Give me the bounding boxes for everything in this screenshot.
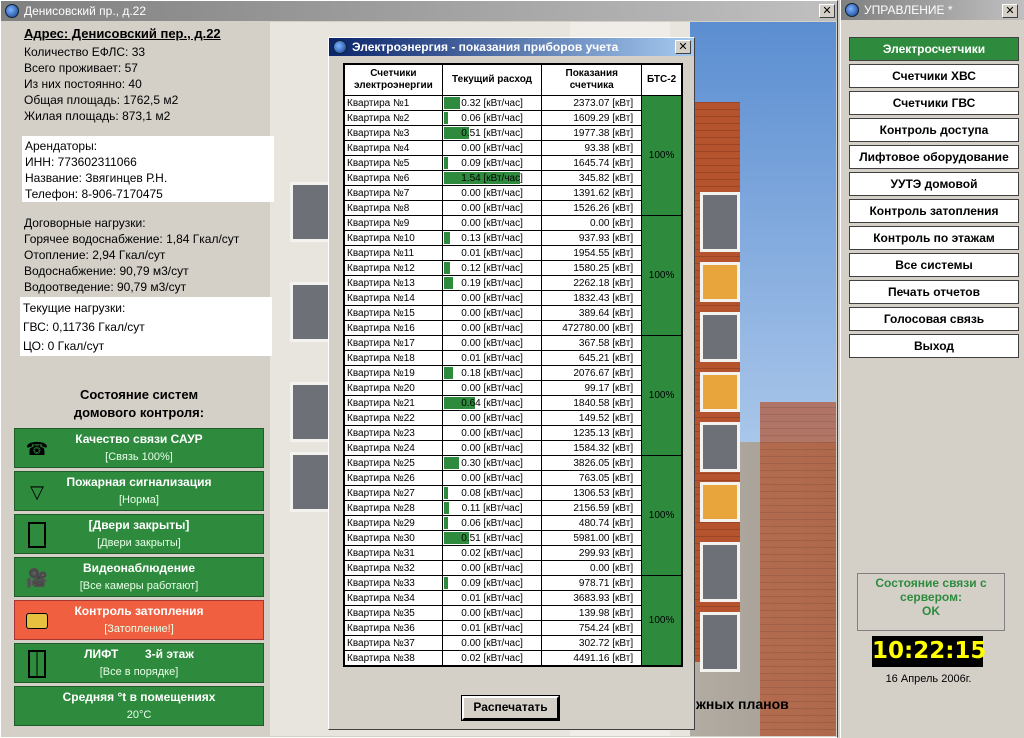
meter-reading: 1235.13 [кВт] xyxy=(542,426,642,441)
bts-status: 100% xyxy=(642,576,682,666)
table-row xyxy=(345,291,682,306)
meter-reading: 754.24 [кВт] xyxy=(542,621,642,636)
current-usage: 0.00 [кВт/час] xyxy=(442,306,542,321)
current-usage: 0.00 [кВт/час] xyxy=(442,636,542,651)
status-card-sub: [Затопление!] xyxy=(104,623,174,635)
meter-reading: 302.72 [кВт] xyxy=(542,636,642,651)
status-card-title: Видеонаблюдение xyxy=(82,561,195,575)
apartment-name: Квартира №19 xyxy=(345,366,443,381)
current-usage: 0.32 [кВт/час] xyxy=(442,96,542,111)
meters-dialog xyxy=(328,37,695,730)
table-row xyxy=(345,141,682,156)
apartment-name: Квартира №20 xyxy=(345,381,443,396)
apartment-name: Квартира №26 xyxy=(345,471,443,486)
contract-line: Договорные нагрузки: xyxy=(24,216,146,230)
status-card-title: Средняя °t в помещениях xyxy=(62,690,216,704)
apartment-name: Квартира №30 xyxy=(345,531,443,546)
tenant-line: Телефон: 8-906-7170475 xyxy=(25,187,163,201)
apartment-name: Квартира №33 xyxy=(345,576,443,591)
apartment-name: Квартира №25 xyxy=(345,456,443,471)
table-row xyxy=(345,186,682,201)
dialog-titlebar xyxy=(329,38,694,56)
table-row xyxy=(345,126,682,141)
status-card-sub: [Все камеры работают] xyxy=(79,580,199,592)
main-window-title: Денисовский пр., д.22 xyxy=(24,4,147,18)
apartment-name: Квартира №21 xyxy=(345,396,443,411)
menu-item[interactable]: Печать отчетов xyxy=(849,280,1019,304)
apartment-name: Квартира №36 xyxy=(345,621,443,636)
current-usage: 0.06 [кВт/час] xyxy=(442,111,542,126)
apartment-name: Квартира №9 xyxy=(345,216,443,231)
apartment-name: Квартира №14 xyxy=(345,291,443,306)
table-row xyxy=(345,246,682,261)
bts-status: 100% xyxy=(642,336,682,456)
meter-reading: 1645.74 [кВт] xyxy=(542,156,642,171)
col-header-bts: БТС-2 xyxy=(642,65,682,96)
house-info-panel xyxy=(24,26,274,124)
meter-reading: 1584.32 [кВт] xyxy=(542,441,642,456)
table-row xyxy=(345,471,682,486)
server-connection-status xyxy=(857,573,1005,631)
globe-icon xyxy=(845,3,859,17)
connection-label: Состояние связи с xyxy=(875,576,987,590)
status-card-sub: [Двери закрыты] xyxy=(97,537,181,549)
current-usage: 0.64 [кВт/час] xyxy=(442,396,542,411)
table-row xyxy=(345,606,682,621)
table-row xyxy=(345,96,682,111)
current-usage: 0.02 [кВт/час] xyxy=(442,546,542,561)
apartment-name: Квартира №6 xyxy=(345,171,443,186)
apartment-name: Квартира №23 xyxy=(345,426,443,441)
dialog-title: Электроэнергия - показания приборов учета xyxy=(352,40,619,54)
current-loads-box xyxy=(20,297,272,356)
status-card-title: Пожарная сигнализация xyxy=(66,475,212,489)
current-usage: 0.00 [кВт/час] xyxy=(442,441,542,456)
meter-reading: 2076.67 [кВт] xyxy=(542,366,642,381)
contract-line: Водоснабжение: 90,79 м3/сут xyxy=(24,264,189,278)
status-card-sub: [Все в порядке] xyxy=(99,666,179,678)
globe-icon xyxy=(333,40,347,54)
table-row xyxy=(345,651,682,666)
meter-reading: 3683.93 [кВт] xyxy=(542,591,642,606)
contract-loads xyxy=(24,215,284,295)
apartment-name: Квартира №35 xyxy=(345,606,443,621)
table-row xyxy=(345,336,682,351)
dialog-close-button[interactable]: ✕ xyxy=(675,40,691,54)
table-row xyxy=(345,486,682,501)
apartment-name: Квартира №15 xyxy=(345,306,443,321)
control-close-button[interactable]: ✕ xyxy=(1002,4,1018,18)
current-usage: 0.51 [кВт/час] xyxy=(442,126,542,141)
bts-status: 100% xyxy=(642,96,682,216)
apartment-name: Квартира №5 xyxy=(345,156,443,171)
status-title-line: домового контроля: xyxy=(73,405,205,420)
tenant-line: Название: Звягинцев Р.Н. xyxy=(25,171,168,185)
menu-item[interactable]: Счетчики ХВС xyxy=(849,64,1019,88)
apartment-name: Квартира №4 xyxy=(345,141,443,156)
address-line: Жилая площадь: 873,1 м2 xyxy=(24,109,171,123)
menu-item[interactable]: Контроль доступа xyxy=(849,118,1019,142)
meter-reading: 937.93 [кВт] xyxy=(542,231,642,246)
main-titlebar xyxy=(1,1,837,21)
table-row xyxy=(345,306,682,321)
meter-reading: 480.74 [кВт] xyxy=(542,516,642,531)
meter-reading: 1306.53 [кВт] xyxy=(542,486,642,501)
current-usage: 0.09 [кВт/час] xyxy=(442,156,542,171)
status-card-link-quality[interactable] xyxy=(14,428,264,468)
apartment-name: Квартира №2 xyxy=(345,111,443,126)
status-card-flood[interactable] xyxy=(14,600,264,640)
meter-reading: 149.52 [кВт] xyxy=(542,411,642,426)
current-usage: 0.00 [кВт/час] xyxy=(442,561,542,576)
address-line: Количество ЕФЛС: 33 xyxy=(24,45,146,59)
table-row xyxy=(345,516,682,531)
apartment-name: Квартира №16 xyxy=(345,321,443,336)
menu-item[interactable]: Счетчики ГВС xyxy=(849,91,1019,115)
address-line: Общая площадь: 1762,5 м2 xyxy=(24,93,179,107)
door-icon xyxy=(23,521,51,549)
current-usage: 0.12 [кВт/час] xyxy=(442,261,542,276)
meter-reading: 0.00 [кВт] xyxy=(542,561,642,576)
status-card-title: ЛИФТ 3-й этаж xyxy=(84,647,194,661)
meter-reading: 645.21 [кВт] xyxy=(542,351,642,366)
apartment-name: Квартира №38 xyxy=(345,651,443,666)
date: 16 Апрель 2006г. xyxy=(885,673,972,685)
status-card-title: [Двери закрыты] xyxy=(88,518,190,532)
table-row xyxy=(345,411,682,426)
current-usage: 0.01 [кВт/час] xyxy=(442,246,542,261)
status-card-sub: [Норма] xyxy=(119,494,159,506)
current-load-line: Текущие нагрузки: xyxy=(23,301,126,315)
meter-reading: 2373.07 [кВт] xyxy=(542,96,642,111)
pipe-icon xyxy=(23,607,51,635)
apartment-name: Квартира №34 xyxy=(345,591,443,606)
meter-reading: 1954.55 [кВт] xyxy=(542,246,642,261)
bts-status: 100% xyxy=(642,456,682,576)
apartment-name: Квартира №13 xyxy=(345,276,443,291)
modem-icon: ☎ xyxy=(25,438,49,459)
table-row xyxy=(345,396,682,411)
table-row xyxy=(345,366,682,381)
apartment-name: Квартира №12 xyxy=(345,261,443,276)
contract-line: Водоотведение: 90,79 м3/сут xyxy=(24,280,187,294)
meter-reading: 1977.38 [кВт] xyxy=(542,126,642,141)
table-row xyxy=(345,276,682,291)
current-usage: 0.00 [кВт/час] xyxy=(442,471,542,486)
meter-reading: 1391.62 [кВт] xyxy=(542,186,642,201)
table-row xyxy=(345,156,682,171)
table-row xyxy=(345,216,682,231)
apartment-name: Квартира №22 xyxy=(345,411,443,426)
meter-reading: 978.71 [кВт] xyxy=(542,576,642,591)
status-card-sub: [Связь 100%] xyxy=(105,451,173,463)
meter-reading: 345.82 [кВт] xyxy=(542,171,642,186)
current-usage: 0.01 [кВт/час] xyxy=(442,351,542,366)
table-row xyxy=(345,231,682,246)
current-usage: 0.30 [кВт/час] xyxy=(442,456,542,471)
meter-reading: 2156.59 [кВт] xyxy=(542,501,642,516)
col-header-reading: Показания счетчика xyxy=(542,65,642,96)
menu-item[interactable]: Лифтовое оборудование xyxy=(849,145,1019,169)
current-usage: 0.19 [кВт/час] xyxy=(442,276,542,291)
meter-reading: 139.98 [кВт] xyxy=(542,606,642,621)
current-usage: 0.01 [кВт/час] xyxy=(442,591,542,606)
current-usage: 0.00 [кВт/час] xyxy=(442,141,542,156)
table-row xyxy=(345,381,682,396)
current-usage: 0.08 [кВт/час] xyxy=(442,486,542,501)
apartment-name: Квартира №17 xyxy=(345,336,443,351)
status-card-fire-alarm[interactable] xyxy=(14,471,264,511)
current-usage: 0.01 [кВт/час] xyxy=(442,621,542,636)
meter-reading: 4491.16 [кВт] xyxy=(542,651,642,666)
menu-item[interactable]: УУТЭ домовой xyxy=(849,172,1019,196)
current-usage: 0.00 [кВт/час] xyxy=(442,216,542,231)
table-row xyxy=(345,621,682,636)
current-usage: 0.09 [кВт/час] xyxy=(442,576,542,591)
apartment-name: Квартира №11 xyxy=(345,246,443,261)
table-row xyxy=(345,441,682,456)
control-titlebar xyxy=(841,0,1024,20)
contract-line: Отопление: 2,94 Гкал/сут xyxy=(24,248,166,262)
connection-value: OK xyxy=(922,604,940,618)
table-row xyxy=(345,546,682,561)
table-row xyxy=(345,171,682,186)
current-load-line: ГВС: 0,11736 Гкал/сут xyxy=(23,320,145,334)
fire-alarm-icon: ▽ xyxy=(30,481,44,502)
apartment-name: Квартира №37 xyxy=(345,636,443,651)
status-card-video[interactable] xyxy=(14,557,264,597)
status-card-sub: 20°С xyxy=(126,709,152,721)
meter-reading: 1580.25 [кВт] xyxy=(542,261,642,276)
current-usage: 0.00 [кВт/час] xyxy=(442,381,542,396)
table-row xyxy=(345,321,682,336)
meter-reading: 1526.26 [кВт] xyxy=(542,201,642,216)
apartment-name: Квартира №8 xyxy=(345,201,443,216)
contract-line: Горячее водоснабжение: 1,84 Гкал/сут xyxy=(24,232,240,246)
meter-reading: 2262.18 [кВт] xyxy=(542,276,642,291)
bts-status: 100% xyxy=(642,216,682,336)
table-row xyxy=(345,531,682,546)
status-card-elevator[interactable] xyxy=(14,643,264,683)
current-usage: 0.02 [кВт/час] xyxy=(442,651,542,666)
current-usage: 0.00 [кВт/час] xyxy=(442,186,542,201)
current-usage: 0.00 [кВт/час] xyxy=(442,426,542,441)
address-line: Из них постоянно: 40 xyxy=(24,77,142,91)
tenants-box xyxy=(22,136,274,202)
table-row xyxy=(345,501,682,516)
menu-item[interactable]: Выход xyxy=(849,334,1019,358)
meter-reading: 1832.43 [кВт] xyxy=(542,291,642,306)
status-title-line: Состояние систем xyxy=(79,387,199,402)
meter-reading: 99.17 [кВт] xyxy=(542,381,642,396)
meter-reading: 1609.29 [кВт] xyxy=(542,111,642,126)
apartment-name: Квартира №7 xyxy=(345,186,443,201)
current-load-line: ЦО: 0 Гкал/сут xyxy=(23,339,105,353)
table-row xyxy=(345,351,682,366)
apartment-name: Квартира №1 xyxy=(345,96,443,111)
menu-item[interactable]: Голосовая связь xyxy=(849,307,1019,331)
col-header-meters: Счетчики электроэнергии xyxy=(345,65,443,96)
current-usage: 1.54 [кВт/час] xyxy=(442,171,542,186)
table-row xyxy=(345,201,682,216)
control-title: УПРАВЛЕНИЕ * xyxy=(864,3,953,17)
meters-table xyxy=(343,63,683,667)
meter-reading: 472780.00 [кВт] xyxy=(542,321,642,336)
apartment-name: Квартира №18 xyxy=(345,351,443,366)
apartment-name: Квартира №10 xyxy=(345,231,443,246)
status-title xyxy=(14,386,264,422)
status-card-temperature[interactable] xyxy=(14,686,264,726)
apartment-name: Квартира №3 xyxy=(345,126,443,141)
current-usage: 0.11 [кВт/час] xyxy=(442,501,542,516)
tenant-line: ИНН: 773602311066 xyxy=(25,155,137,169)
meter-reading: 763.05 [кВт] xyxy=(542,471,642,486)
status-card-title: Качество связи САУР xyxy=(75,432,203,446)
print-button[interactable]: Распечатать xyxy=(462,696,559,720)
meter-reading: 367.58 [кВт] xyxy=(542,336,642,351)
table-row xyxy=(345,456,682,471)
camera-icon: 🎥 xyxy=(25,567,49,588)
current-usage: 0.00 [кВт/час] xyxy=(442,201,542,216)
menu-item[interactable]: Электросчетчики xyxy=(849,37,1019,61)
table-row xyxy=(345,561,682,576)
elevator-icon xyxy=(23,650,51,678)
meter-reading: 3826.05 [кВт] xyxy=(542,456,642,471)
meter-reading: 389.64 [кВт] xyxy=(542,306,642,321)
connection-label: сервером: xyxy=(900,590,962,604)
apartment-name: Квартира №28 xyxy=(345,501,443,516)
current-usage: 0.00 [кВт/час] xyxy=(442,336,542,351)
current-usage: 0.06 [кВт/час] xyxy=(442,516,542,531)
meter-reading: 299.93 [кВт] xyxy=(542,546,642,561)
address-line: Всего проживает: 57 xyxy=(24,61,138,75)
main-close-button[interactable]: ✕ xyxy=(819,4,835,18)
background-caption: жных планов xyxy=(696,696,789,712)
table-row xyxy=(345,111,682,126)
meter-reading: 5981.00 [кВт] xyxy=(542,531,642,546)
apartment-name: Квартира №24 xyxy=(345,441,443,456)
globe-icon xyxy=(5,4,19,18)
current-usage: 0.00 [кВт/час] xyxy=(442,606,542,621)
menu-item[interactable]: Контроль по этажам xyxy=(849,226,1019,250)
current-usage: 0.18 [кВт/час] xyxy=(442,366,542,381)
meter-reading: 1840.58 [кВт] xyxy=(542,396,642,411)
apartment-name: Квартира №29 xyxy=(345,516,443,531)
menu-item[interactable]: Контроль затопления xyxy=(849,199,1019,223)
current-usage: 0.00 [кВт/час] xyxy=(442,411,542,426)
table-row xyxy=(345,261,682,276)
table-row xyxy=(345,576,682,591)
current-usage: 0.00 [кВт/час] xyxy=(442,291,542,306)
menu-item[interactable]: Все системы xyxy=(849,253,1019,277)
status-card-doors[interactable] xyxy=(14,514,264,554)
meter-reading: 93.38 [кВт] xyxy=(542,141,642,156)
clock: 10:22:15 xyxy=(872,636,983,667)
current-usage: 0.51 [кВт/час] xyxy=(442,531,542,546)
current-usage: 0.00 [кВт/час] xyxy=(442,321,542,336)
apartment-name: Квартира №31 xyxy=(345,546,443,561)
table-row xyxy=(345,591,682,606)
tenant-line: Арендаторы: xyxy=(25,139,98,153)
table-row xyxy=(345,636,682,651)
status-card-title: Контроль затопления xyxy=(74,604,204,618)
apartment-name: Квартира №32 xyxy=(345,561,443,576)
apartment-name: Квартира №27 xyxy=(345,486,443,501)
current-usage: 0.13 [кВт/час] xyxy=(442,231,542,246)
address-heading: Адрес: Денисовский пер., д.22 xyxy=(24,26,221,41)
col-header-current: Текущий расход xyxy=(442,65,542,96)
table-row xyxy=(345,426,682,441)
meter-reading: 0.00 [кВт] xyxy=(542,216,642,231)
